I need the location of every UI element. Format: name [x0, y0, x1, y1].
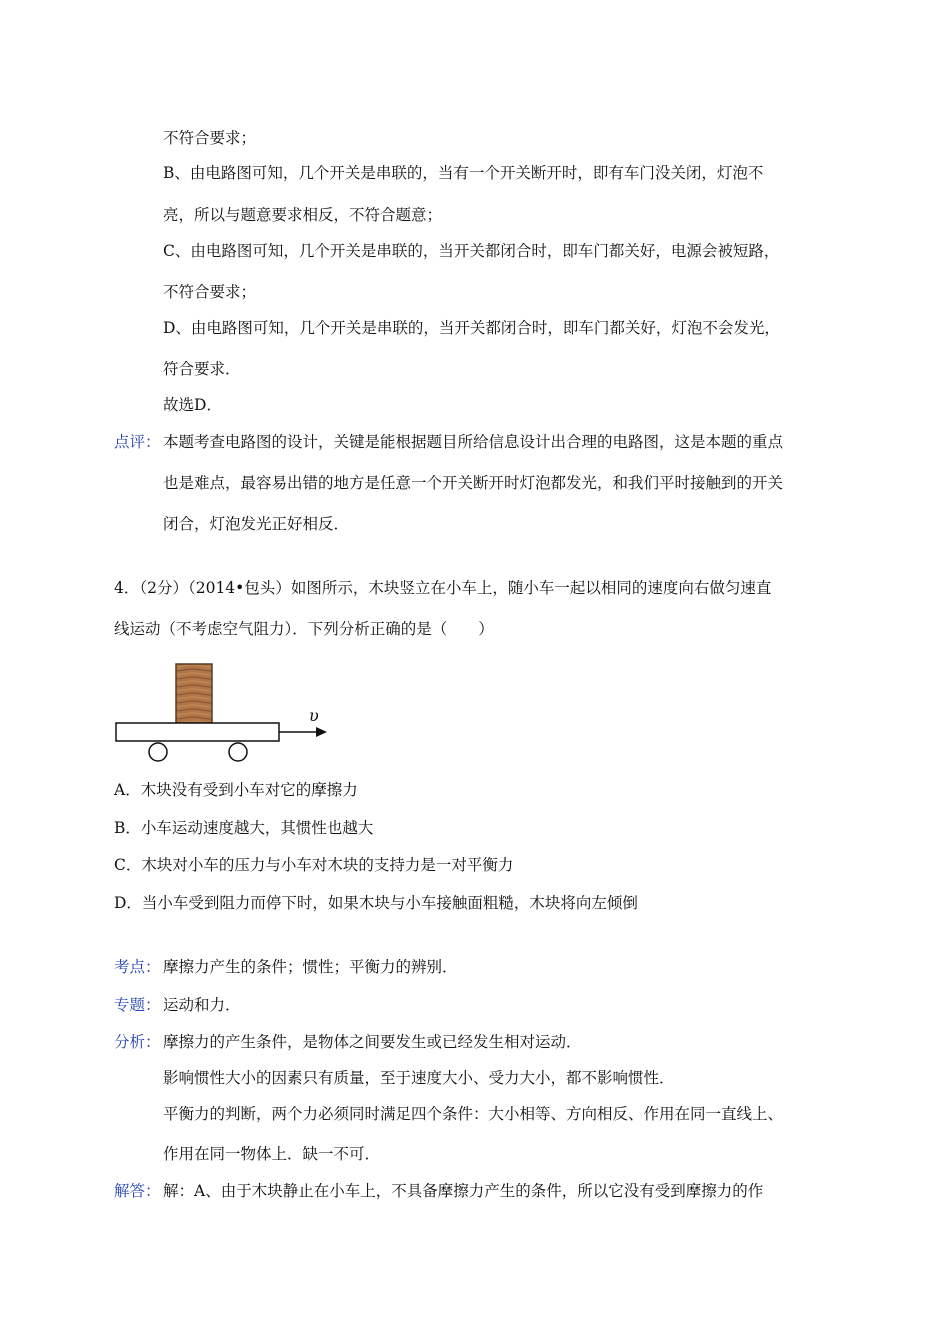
question-stem: 线运动（不考虑空气阻力）．下列分析正确的是（ ）	[114, 620, 494, 638]
question-stem: 4．（2分）（2014•包头）如图所示，木块竖立在小车上，随小车一起以相同的速度向右做匀速直	[114, 579, 772, 597]
jieda-label: 解答：	[114, 1182, 161, 1200]
option-b: B．小车运动速度越大，其惯性也越大	[114, 819, 374, 837]
text-line: 符合要求．	[163, 360, 241, 378]
arrow-head-icon	[316, 727, 327, 737]
text-line: 本题考查电路图的设计，关键是能根据题目所给信息设计出合理的电路图，这是本题的重点	[163, 433, 784, 451]
text-line: B、由电路图可知，几个开关是串联的，当有一个开关断开时，即有车门没关闭，灯泡不	[163, 164, 764, 182]
cart-body	[116, 723, 279, 741]
fenxi-label: 分析：	[114, 1033, 161, 1051]
cart-wheel	[229, 743, 247, 761]
comment-label: 点评：	[114, 433, 161, 451]
cart-wheel	[149, 743, 167, 761]
option-a: A．木块没有受到小车对它的摩擦力	[114, 781, 358, 799]
zhuanti-text: 运动和力．	[163, 996, 241, 1014]
text-line: 作用在同一物体上．缺一不可．	[163, 1145, 381, 1163]
text-line: 平衡力的判断，两个力必须同时满足四个条件：大小相等、方向相反、作用在同一直线上、	[163, 1105, 784, 1123]
text-line: 亮，所以与题意要求相反，不符合题意；	[163, 206, 443, 224]
wooden-block	[176, 664, 212, 723]
text-line: 摩擦力的产生条件，是物体之间要发生或已经发生相对运动．	[163, 1033, 582, 1051]
option-c: C．木块对小车的压力与小车对木块的支持力是一对平衡力	[114, 856, 514, 874]
text-line: 不符合要求；	[163, 283, 257, 301]
zhuanti-label: 专题：	[114, 996, 161, 1014]
kaodian-text: 摩擦力产生的条件；惯性；平衡力的辨别．	[163, 958, 458, 976]
text-line: 解：A、由于木块静止在小车上，不具备摩擦力产生的条件，所以它没有受到摩擦力的作	[163, 1182, 764, 1200]
velocity-label: υ	[309, 706, 319, 725]
text-line: 也是难点，最容易出错的地方是任意一个开关断开时灯泡都发光，和我们平时接触到的开关	[163, 474, 784, 492]
text-line: 不符合要求；	[163, 129, 257, 147]
cart-block-figure	[112, 660, 332, 770]
option-d: D．当小车受到阻力而停下时，如果木块与小车接触面粗糙，木块将向左倾倒	[114, 894, 638, 912]
text-line: D、由电路图可知，几个开关是串联的，当开关都闭合时，即车门都关好，灯泡不会发光，	[163, 319, 780, 337]
text-line: 影响惯性大小的因素只有质量，至于速度大小、受力大小，都不影响惯性．	[163, 1069, 675, 1087]
kaodian-label: 考点：	[114, 958, 161, 976]
text-line: 故选D．	[163, 396, 222, 414]
text-line: 闭合，灯泡发光正好相反．	[163, 515, 350, 533]
text-line: C、由电路图可知，几个开关是串联的，当开关都闭合时，即车门都关好，电源会被短路，	[163, 242, 780, 260]
